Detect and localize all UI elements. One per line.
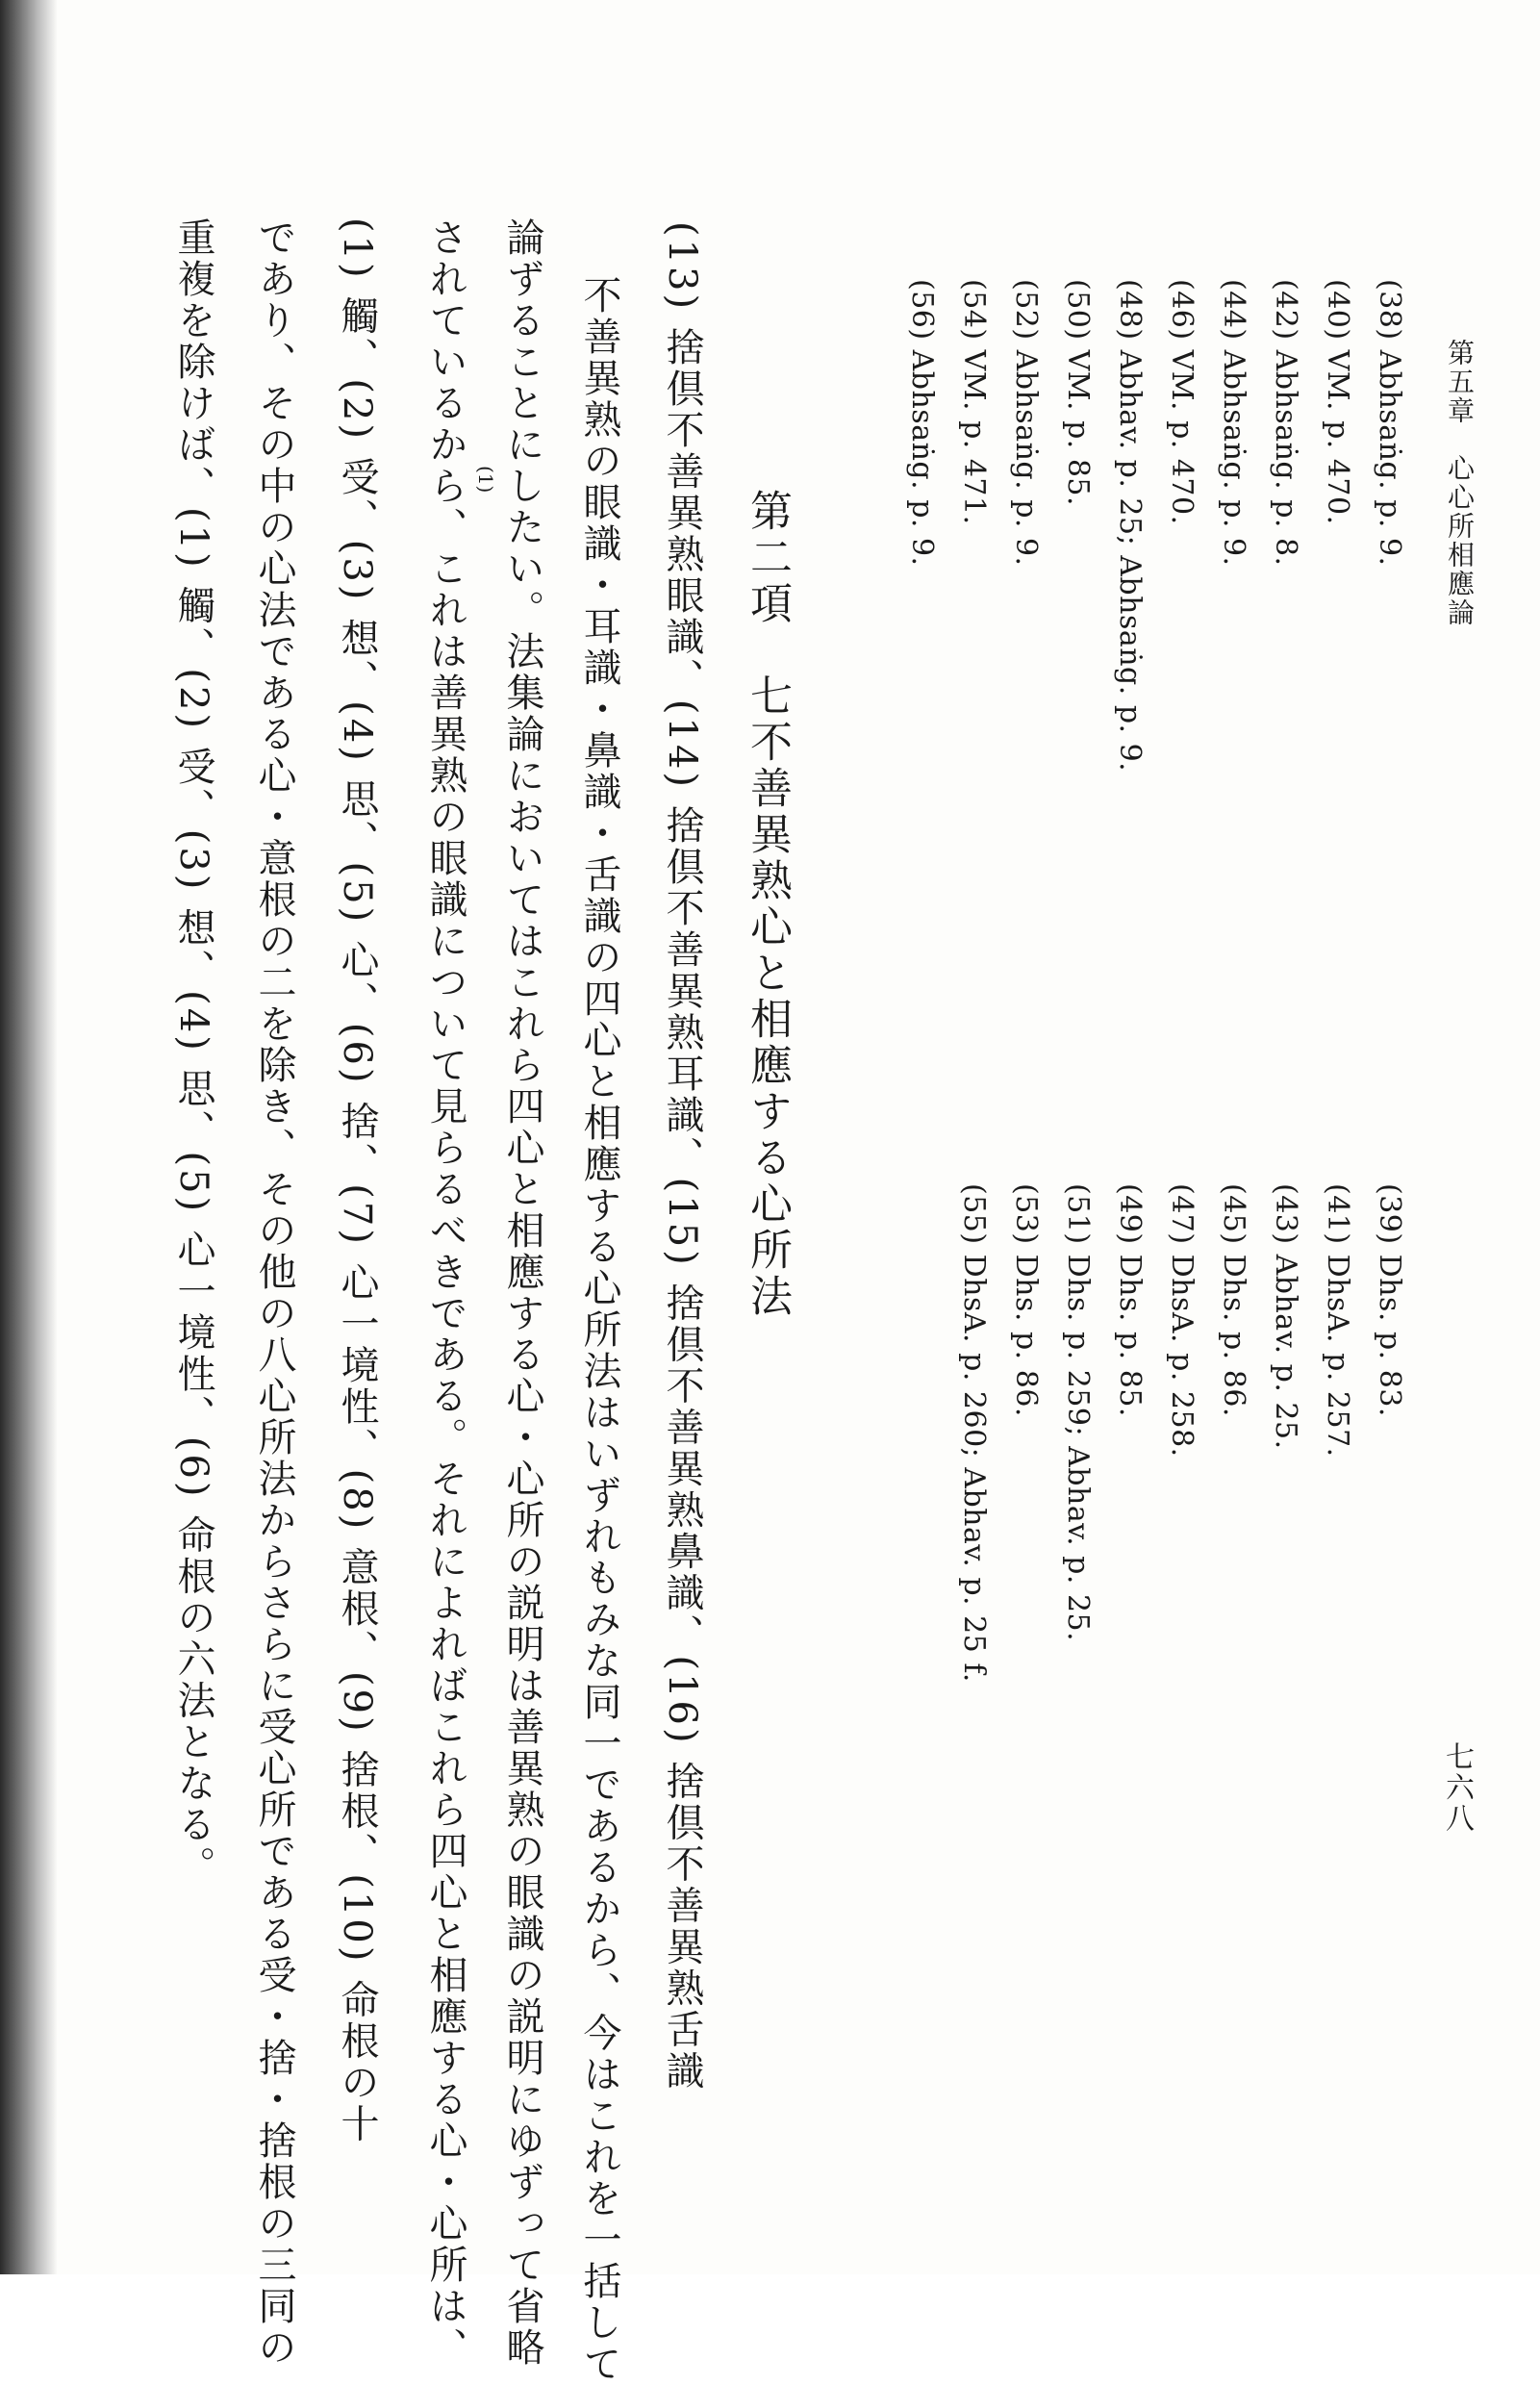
footnote-marker: (1) [474, 466, 497, 494]
note-52: (52) Abhsaṅg. p. 9. [1009, 279, 1043, 567]
body-line-2: 不善異熟の眼識・耳識・鼻識・舌識の四心と相應する心所法はいずれもみな同一であるから、今はこれを一括して [577, 275, 621, 2385]
running-header-chapter: 第五章 心心所相應論 [1444, 339, 1476, 627]
body-line-3: 論ずることにしたい。法集論においてはこれら四心と相應する心・心所の説明は善異熟の眼識の説明にゆずって省略 [500, 217, 544, 2369]
body-line-7: 重複を除けば、(1) 觸、(2) 受、(3) 想、(4) 思、(5) 心一境性、(6) 命根の六法となる。 [171, 217, 215, 1888]
note-45: (45) Dhs. p. 86. [1217, 1183, 1250, 1417]
note-48: (48) Abhav. p. 25; Abhsaṅg. p. 9. [1113, 279, 1147, 773]
note-55: (55) DhsA. p. 260; Abhav. p. 25 f. [957, 1183, 991, 1683]
body-line-5: (1) 觸、(2) 受、(3) 想、(4) 思、(5) 心、(6) 捨、(7) 心一境性、(8) 意根、(9) 捨根、(10) 命根の十 [335, 217, 379, 2145]
note-50: (50) VM. p. 85. [1061, 279, 1095, 507]
section-title: 第二項 七不善異熟心と相應する心所法 [743, 489, 792, 1320]
note-44: (44) Abhsaṅg. p. 9. [1217, 279, 1250, 567]
note-51: (51) Dhs. p. 259; Abhav. p. 25. [1061, 1183, 1095, 1642]
note-43: (43) Abhav. p. 25. [1269, 1183, 1302, 1450]
body-line-1: (13) 捨倶不善異熟眼識、(14) 捨倶不善異熟耳識、(15) 捨倶不善異熟鼻識、(16) 捨倶不善異熟舌識 [660, 221, 704, 2093]
note-54: (54) VM. p. 471. [957, 279, 991, 525]
page-number: 七六八 [1440, 1741, 1474, 1834]
note-39: (39) Dhs. p. 83. [1373, 1183, 1406, 1417]
note-46: (46) VM. p. 470. [1165, 279, 1199, 525]
scan-shadow-edge [0, 0, 58, 2274]
note-49: (49) Dhs. p. 85. [1113, 1183, 1147, 1417]
note-56: (56) Abhsaṅg. p. 9. [905, 279, 939, 567]
body-line-4: されているから、これは善異熟の眼識について見らるべきである。それによればこれら四心と相應する心・心所は、 [423, 217, 467, 2369]
note-40: (40) VM. p. 470. [1321, 279, 1354, 525]
note-42: (42) Abhsaṅg. p. 8. [1269, 279, 1302, 567]
note-53: (53) Dhs. p. 86. [1009, 1183, 1043, 1417]
body-line-6: であり、その中の心法である心・意根の二を除き、その他の八心所法からさらに受心所である受・捨・捨根の三同の [252, 217, 296, 2369]
note-47: (47) DhsA. p. 258. [1165, 1183, 1199, 1458]
note-38: (38) Abhsaṅg. p. 9. [1373, 279, 1406, 567]
note-41: (41) DhsA. p. 257. [1321, 1183, 1354, 1458]
